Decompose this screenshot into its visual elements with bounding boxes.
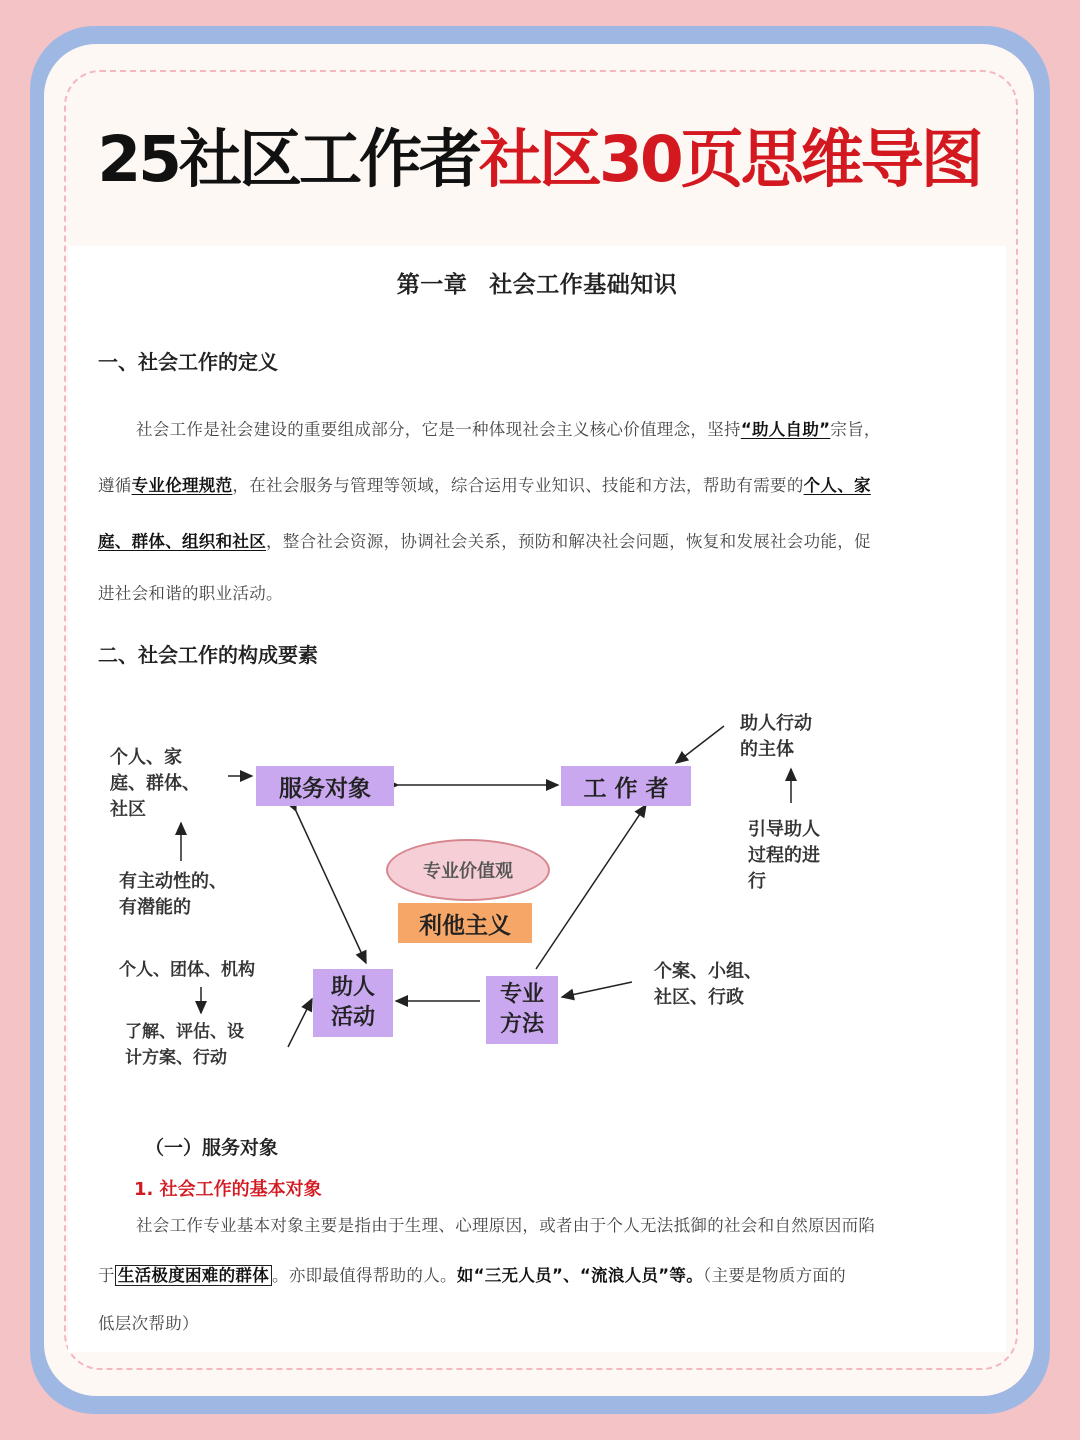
section-1-heading: 一、社会工作的定义 bbox=[98, 350, 278, 374]
text: ，在社会服务与管理等领域，综合运用专业知识、技能和方法，帮助有需要的 bbox=[232, 476, 804, 495]
document-page bbox=[68, 246, 1006, 1352]
text: 庭、群体、 bbox=[110, 773, 200, 794]
label: 活动 bbox=[330, 1005, 375, 1030]
emphasis: 如“三无人员”、“流浪人员”等。 bbox=[456, 1266, 704, 1285]
arrow-process-help bbox=[288, 999, 312, 1047]
basic-object-paragraph bbox=[98, 1201, 914, 1347]
note-clients bbox=[110, 745, 200, 823]
text: 计方案、行动 bbox=[125, 1048, 227, 1068]
text: 引导助人 bbox=[748, 819, 820, 840]
text: 了解、评估、设 bbox=[125, 1022, 244, 1042]
text: （主要是物质方面的 bbox=[703, 1266, 846, 1285]
note-active bbox=[119, 869, 227, 921]
text: 社区、行政 bbox=[654, 987, 744, 1008]
text: 个人、家 bbox=[110, 747, 182, 768]
node-service-object: 服务对象 bbox=[256, 766, 394, 806]
node-professional-method bbox=[486, 976, 558, 1044]
definition-line-2 bbox=[98, 458, 914, 514]
node-worker: 工 作 者 bbox=[561, 766, 691, 806]
text: 助人行动 bbox=[740, 713, 812, 734]
text: 过程的进 bbox=[748, 845, 820, 866]
chapter-heading bbox=[68, 266, 1006, 299]
label: 助人 bbox=[330, 975, 375, 1000]
arrow-subject-worker bbox=[676, 726, 724, 763]
label: 专业 bbox=[499, 982, 544, 1007]
title-red: 社区30页思维导图 bbox=[479, 123, 981, 196]
label: 方法 bbox=[499, 1012, 544, 1037]
chapter-number: 第一章 bbox=[396, 272, 468, 298]
object-line-2 bbox=[98, 1251, 914, 1301]
note-methods bbox=[654, 959, 762, 1011]
note-guide bbox=[748, 817, 820, 895]
note-orgs: 个人、团体、机构 bbox=[119, 960, 255, 980]
professional-values-ellipse: 专业价值观 bbox=[386, 839, 550, 901]
text: 有潜能的 bbox=[119, 897, 191, 918]
page-title bbox=[64, 112, 1014, 208]
section-2-heading: 二、社会工作的构成要素 bbox=[98, 643, 318, 667]
arrow-method-worker bbox=[536, 805, 646, 969]
arrow-service-help bbox=[296, 811, 366, 963]
title-black: 25社区工作者 bbox=[97, 123, 479, 196]
altruism-box: 利他主义 bbox=[398, 903, 532, 943]
emphasis: 庭、群体、组织和社区 bbox=[98, 532, 266, 551]
red-subheading: 1. 社会工作的基本对象 bbox=[134, 1179, 322, 1200]
text: 进社会和谐的职业活动。 bbox=[98, 584, 283, 603]
note-process bbox=[125, 1019, 244, 1071]
emphasis: 专业伦理规范 bbox=[131, 476, 233, 495]
text: 行 bbox=[748, 871, 766, 892]
definition-line-1 bbox=[98, 402, 914, 458]
emphasis: 个人、家 bbox=[803, 476, 871, 495]
object-line-3: 低层次帮助） bbox=[98, 1314, 199, 1333]
subsection-heading: （一）服务对象 bbox=[145, 1137, 279, 1159]
emphasis: “助人自助” bbox=[740, 420, 831, 439]
text: 宗旨， bbox=[830, 420, 881, 439]
text: 社区 bbox=[110, 799, 146, 820]
elements-diagram bbox=[68, 701, 1006, 1081]
object-line-1: 社会工作专业基本对象主要是指由于生理、心理原因，或者由于个人无法抵御的社会和自然原因而陷 bbox=[136, 1216, 876, 1235]
chapter-title: 社会工作基础知识 bbox=[489, 272, 678, 298]
arrow-methods-method bbox=[562, 982, 632, 997]
definition-paragraph bbox=[98, 402, 914, 618]
text: 个案、小组、 bbox=[654, 961, 762, 982]
definition-line-4 bbox=[98, 570, 914, 618]
text: ，整合社会资源，协调社会关系，预防和解决社会问题，恢复和发展社会功能，促 bbox=[266, 532, 871, 551]
text: 。亦即最值得帮助的人。 bbox=[272, 1266, 457, 1285]
definition-line-3 bbox=[98, 514, 914, 570]
note-worker-subject bbox=[740, 711, 812, 763]
text: 的主体 bbox=[740, 739, 794, 760]
text: 遵循 bbox=[98, 476, 132, 495]
boxed-emphasis: 生活极度困难的群体 bbox=[115, 1265, 272, 1286]
text: 于 bbox=[98, 1266, 115, 1285]
node-help-activity bbox=[313, 969, 393, 1037]
text: 社会工作是社会建设的重要组成部分，它是一种体现社会主义核心价值理念，坚持 bbox=[136, 420, 741, 439]
text: 有主动性的、 bbox=[119, 871, 227, 892]
